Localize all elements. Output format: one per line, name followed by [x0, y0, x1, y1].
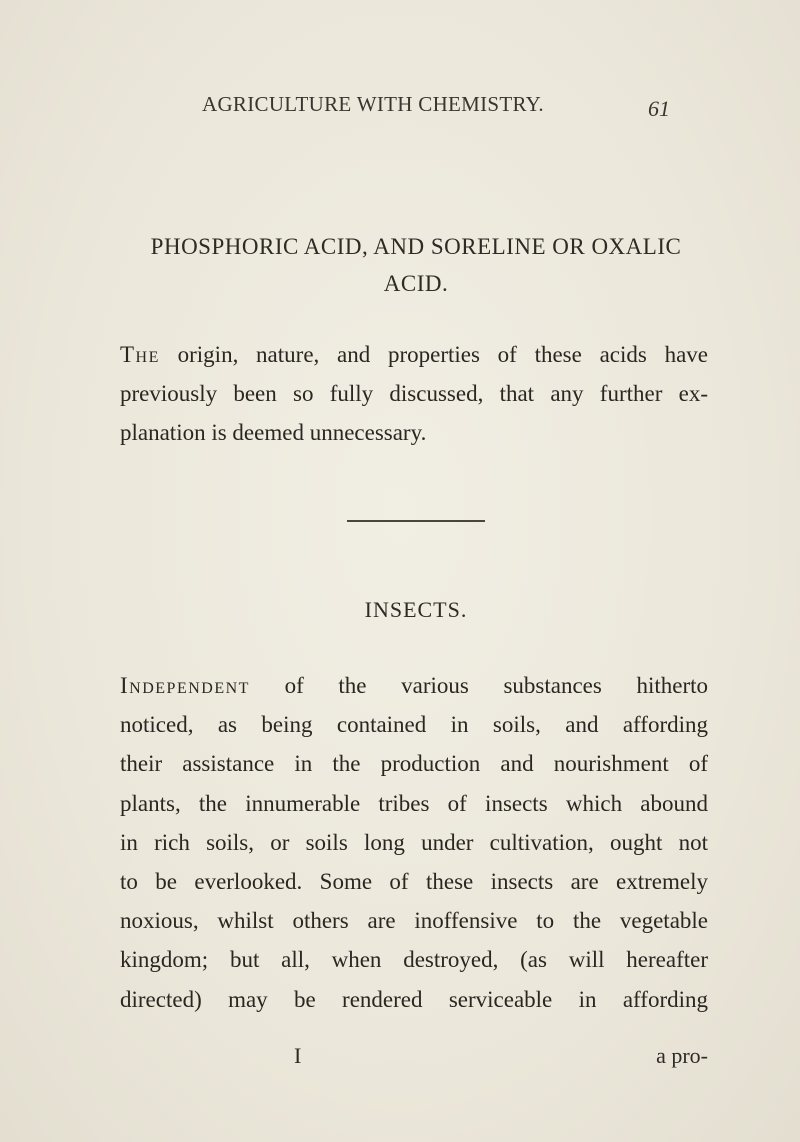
paragraph-line: noticed, as being contained in soils, and affording — [120, 712, 708, 738]
paragraph-line: planation is deemed unnecessary. — [120, 420, 427, 446]
paragraph-line: directed) may be rendered serviceable in affording — [120, 986, 708, 1012]
paragraph-line: previously been so fully discussed, that any further ex- — [120, 381, 708, 407]
catchword: a pro- — [656, 1043, 708, 1068]
paragraph-line: in rich soils, or soils long under cultivation, ought not — [120, 829, 708, 855]
section-divider-rule — [347, 520, 485, 522]
paragraph-acids — [120, 335, 708, 453]
lead-word: The — [120, 342, 160, 367]
paragraph-line — [120, 335, 708, 374]
running-head — [202, 92, 762, 126]
line-text: origin, nature, and properties of these acids have — [159, 342, 708, 367]
section-heading-phosphoric-acid — [120, 228, 712, 302]
paragraph-line: kingdom; but all, when destroyed, (as will hereafter — [120, 947, 708, 973]
paragraph-line: their assistance in the production and nourishment of — [120, 751, 708, 777]
signature-mark: I — [294, 1043, 302, 1068]
paragraph-insects — [120, 666, 708, 1019]
page-footer — [120, 1043, 708, 1073]
heading-line-1: PHOSPHORIC ACID, AND SORELINE OR OXALIC — [150, 234, 682, 259]
lead-word: Independent — [120, 673, 250, 698]
page-number: 61 — [648, 96, 670, 121]
running-title: AGRICULTURE WITH CHEMISTRY. — [202, 92, 544, 116]
heading-line-2: ACID. — [383, 271, 449, 296]
line-text: of the various substances hitherto — [249, 673, 708, 698]
paragraph-line — [120, 666, 708, 705]
paragraph-line: noxious, whilst others are inoffensive to the vegetable — [120, 908, 708, 934]
section-heading-insects: INSECTS. — [364, 597, 468, 622]
paragraph-line: to be everlooked. Some of these insects are extremely — [120, 869, 708, 895]
paragraph-line: plants, the innumerable tribes of insects which abound — [120, 790, 708, 816]
